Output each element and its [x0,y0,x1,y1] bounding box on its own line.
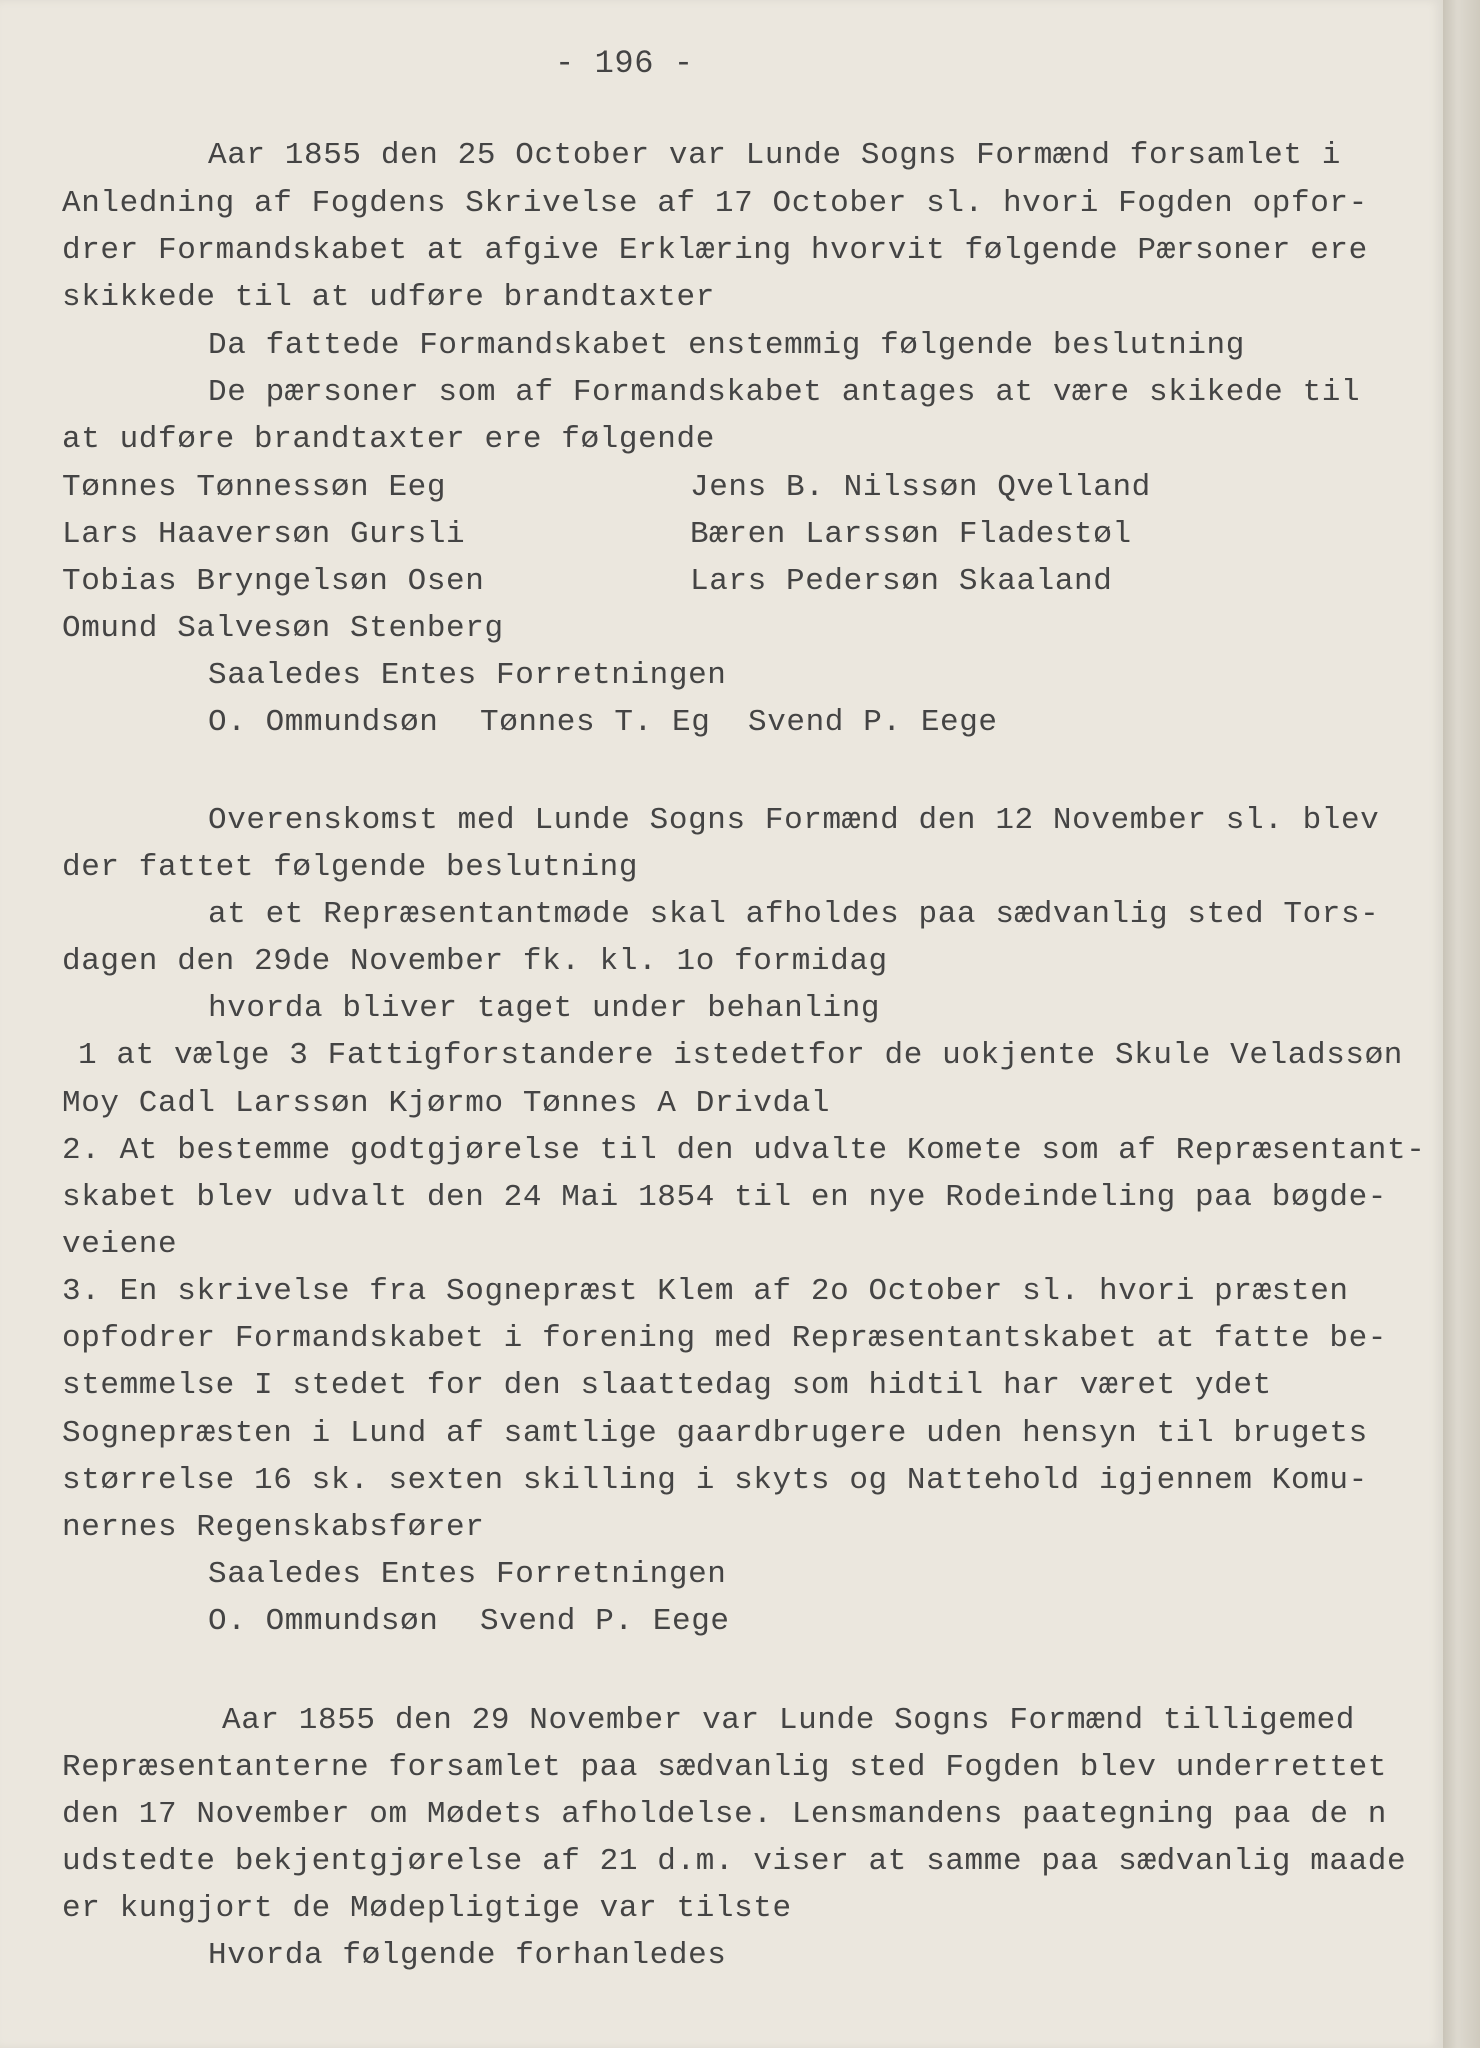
person-name: Lars Haaversøn Gursli [62,517,466,552]
text-line: udstedte bekjentgjørelse af 21 d.m. viser at samme paa sædvanlig maade [62,1844,1407,1879]
closing-line: Saaledes Entes Forretningen [208,658,727,693]
page-number: - 196 - [555,45,694,82]
text-line: at et Repræsentantmøde skal afholdes paa sædvanlig sted Tors- [208,897,1380,932]
text-line: hvorda bliver taget under behanling [208,991,881,1026]
text-line: Moy Cadl Larssøn Kjørmo Tønnes A Drivdal [62,1086,831,1121]
text-line: drer Formandskabet at afgive Erklæring hvorvit følgende Pærsoner ere [62,233,1368,268]
signature: Svend P. Eege [480,1604,730,1639]
text-line: Aar 1855 den 29 November var Lunde Sogns Formænd tilligemed [222,1703,1355,1738]
text-line: Aar 1855 den 25 October var Lunde Sogns Formænd forsamlet i [208,138,1341,173]
text-line: Anledning af Fogdens Skrivelse af 17 October sl. hvori Fogden opfor- [62,186,1368,221]
person-name: Lars Pedersøn Skaaland [690,564,1113,599]
closing-line: Saaledes Entes Forretningen [208,1557,727,1592]
text-line: skabet blev udvalt den 24 Mai 1854 til en nye Rodeindeling paa bøgde- [62,1180,1388,1215]
text-line: er kungjort de Mødepligtige var tilste [62,1891,792,1926]
text-line: at udføre brandtaxter ere følgende [62,422,715,457]
signature: Tønnes T. Eg [480,705,711,740]
resolution-line: Da fattede Formandskabet enstemmig følgende beslutning [208,328,1245,363]
text-line: 3. En skrivelse fra Sognepræst Klem af 2o October sl. hvori præsten [62,1274,1349,1309]
text-line: Repræsentanterne forsamlet paa sædvanlig sted Fogden blev underrettet [62,1750,1388,1785]
text-line: størrelse 16 sk. sexten skilling i skyts og Nattehold igjennem Komu- [62,1463,1368,1498]
text-line: opfodrer Formandskabet i forening med Repræsentantskabet at fatte be- [62,1321,1388,1356]
text-line: veiene [62,1227,178,1262]
signature: Svend P. Eege [748,705,998,740]
text-line: stemmelse I stedet for den slaattedag som hidtil har været ydet [62,1368,1272,1403]
text-line: Sognepræsten i Lund af samtlige gaardbrugere uden hensyn til brugets [62,1416,1368,1451]
person-name: Jens B. Nilssøn Qvelland [690,470,1151,505]
text-line: Hvorda følgende forhanledes [208,1938,727,1973]
text-line: De pærsoner som af Formandskabet antages at være skikede til [208,375,1361,410]
person-name: Bæren Larssøn Fladestøl [690,517,1132,552]
text-line: 1 at vælge 3 Fattigforstandere istedetfor de uokjente Skule Veladssøn [78,1038,1404,1073]
signature: O. Ommundsøn [208,705,439,740]
text-line: nernes Regenskabsfører [62,1510,485,1545]
text-line: skikkede til at udføre brandtaxter [62,280,715,315]
text-line: Overenskomst med Lunde Sogns Formænd den 12 November sl. blev [208,803,1380,838]
text-line: den 17 November om Mødets afholdelse. Lensmandens paategning paa de n [62,1797,1388,1832]
page-edge [1443,0,1480,2048]
person-name: Tobias Bryngelsøn Osen [62,564,485,599]
text-line: dagen den 29de November fk. kl. 1o formidag [62,944,888,979]
person-name: Tønnes Tønnessøn Eeg [62,470,447,505]
person-name: Omund Salvesøn Stenberg [62,611,504,646]
signature: O. Ommundsøn [208,1604,439,1639]
text-line: der fattet følgende beslutning [62,850,639,885]
text-line: 2. At bestemme godtgjørelse til den udvalte Komete som af Repræsentant- [62,1133,1426,1168]
